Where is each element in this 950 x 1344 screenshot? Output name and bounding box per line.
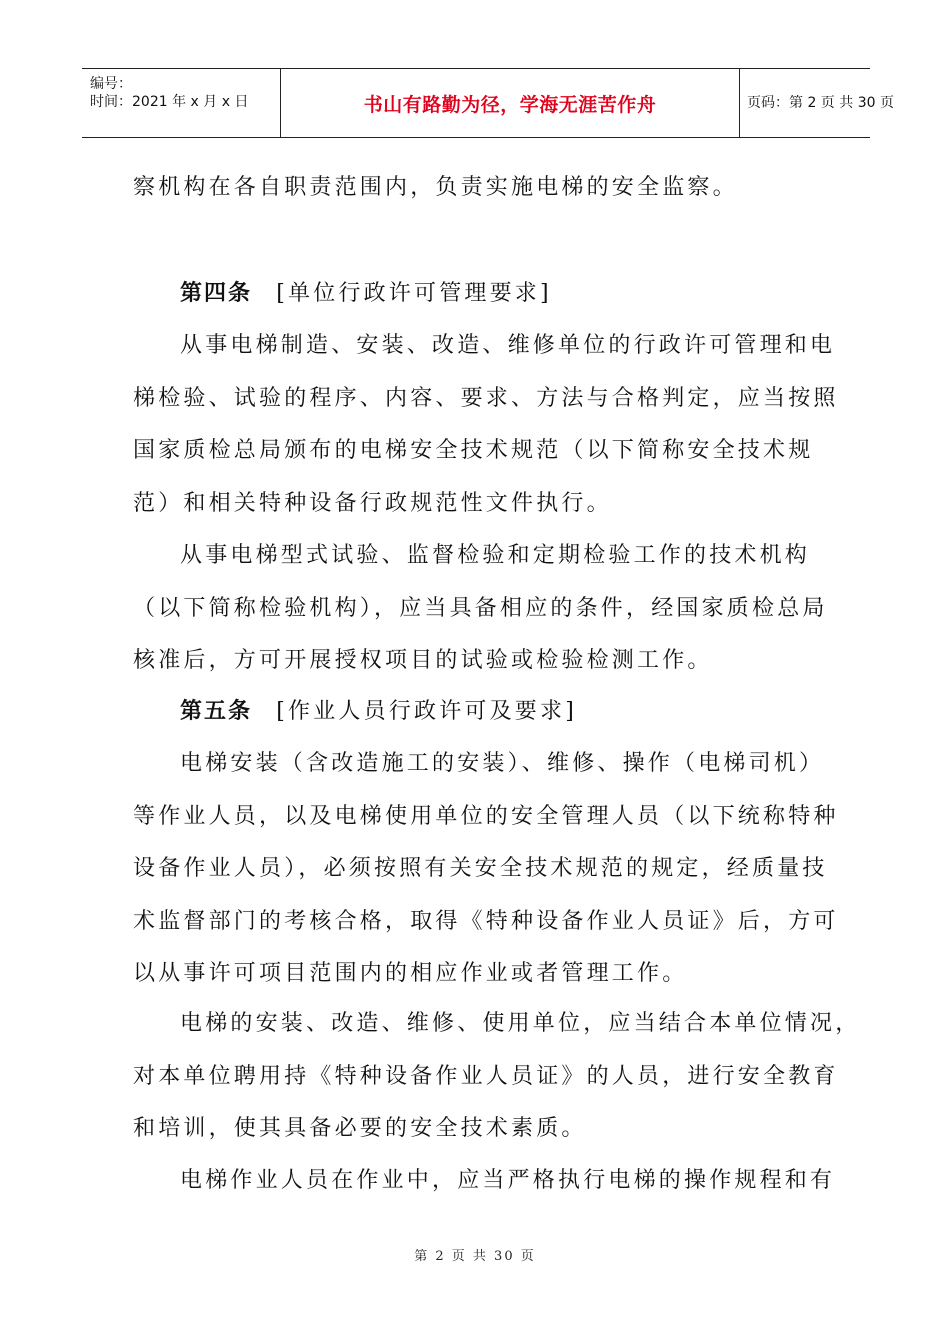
paragraph-line: 范）和相关特种设备行政规范性文件执行。 xyxy=(133,490,612,516)
header-motto-cell xyxy=(280,69,740,137)
paragraph-line: 从事电梯制造、安装、改造、维修单位的行政许可管理和电 xyxy=(180,333,836,358)
paragraph-line: 国家质检总局颁布的电梯安全技术规范（以下简称安全技术规 xyxy=(133,438,814,463)
article-5-heading xyxy=(180,686,880,739)
paragraph-line: 等作业人员，以及电梯使用单位的安全管理人员（以下统称特种 xyxy=(133,803,839,829)
paragraph-line: 对本单位聘用持《特种设备作业人员证》的人员，进行安全教育 xyxy=(133,1063,839,1089)
header-page-label: 页码：第 2 页 共 30 页 xyxy=(747,95,894,111)
article-4-paragraph-2 xyxy=(133,530,833,688)
article-5-number: 第五条 xyxy=(180,699,253,724)
header-meta-cell xyxy=(82,69,280,137)
article-5-title: [作业人员行政许可及要求] xyxy=(276,699,577,724)
article-4-title: [单位行政许可管理要求] xyxy=(276,281,552,306)
article-4-heading xyxy=(180,268,880,321)
paragraph-line: 从事电梯型式试验、监督检验和定期检验工作的技术机构 xyxy=(180,543,811,568)
article-5-paragraph-3 xyxy=(133,1155,836,1208)
paragraph-line: 电梯安装（含改造施工的安装）、维修、操作（电梯司机） xyxy=(180,751,825,776)
paragraph-line: 梯检验、试验的程序、内容、要求、方法与合格判定，应当按照 xyxy=(133,385,839,411)
paragraph-line: 术监督部门的考核合格，取得《特种设备作业人员证》后，方可 xyxy=(133,908,839,934)
header-motto: 书山有路勤为径，学海无涯苦作舟 xyxy=(363,93,657,116)
article-4-paragraph-1 xyxy=(133,320,839,530)
intro-paragraph xyxy=(133,162,833,215)
intro-line: 察机构在各自职责范围内，负责实施电梯的安全监察。 xyxy=(133,175,738,200)
article-4-number: 第四条 xyxy=(180,281,253,306)
paragraph-line: 以从事许可项目范围内的相应作业或者管理工作。 xyxy=(133,961,688,986)
article-5-paragraph-1 xyxy=(133,738,839,1001)
page-footer: 第 2 页 共 30 页 xyxy=(414,1249,536,1264)
header-number-label: 编号： xyxy=(90,76,132,92)
header-time-label: 时间：2021 年 x 月 x 日 xyxy=(90,94,249,110)
paragraph-line: 设备作业人员），必须按照有关安全技术规范的规定，经质量技 xyxy=(133,856,828,881)
paragraph-line: 电梯作业人员在作业中，应当严格执行电梯的操作规程和有 xyxy=(180,1168,836,1193)
document-header xyxy=(82,68,894,138)
article-5-paragraph-2 xyxy=(133,998,861,1156)
paragraph-line: 核准后，方可开展授权项目的试验或检验检测工作。 xyxy=(133,648,713,673)
header-page-cell xyxy=(739,69,894,137)
paragraph-line: （以下简称检验机构），应当具备相应的条件，经国家质检总局 xyxy=(133,595,828,621)
paragraph-line: 电梯的安装、改造、维修、使用单位，应当结合本单位情况， xyxy=(180,1011,861,1036)
paragraph-line: 和培训，使其具备必要的安全技术素质。 xyxy=(133,1116,587,1141)
